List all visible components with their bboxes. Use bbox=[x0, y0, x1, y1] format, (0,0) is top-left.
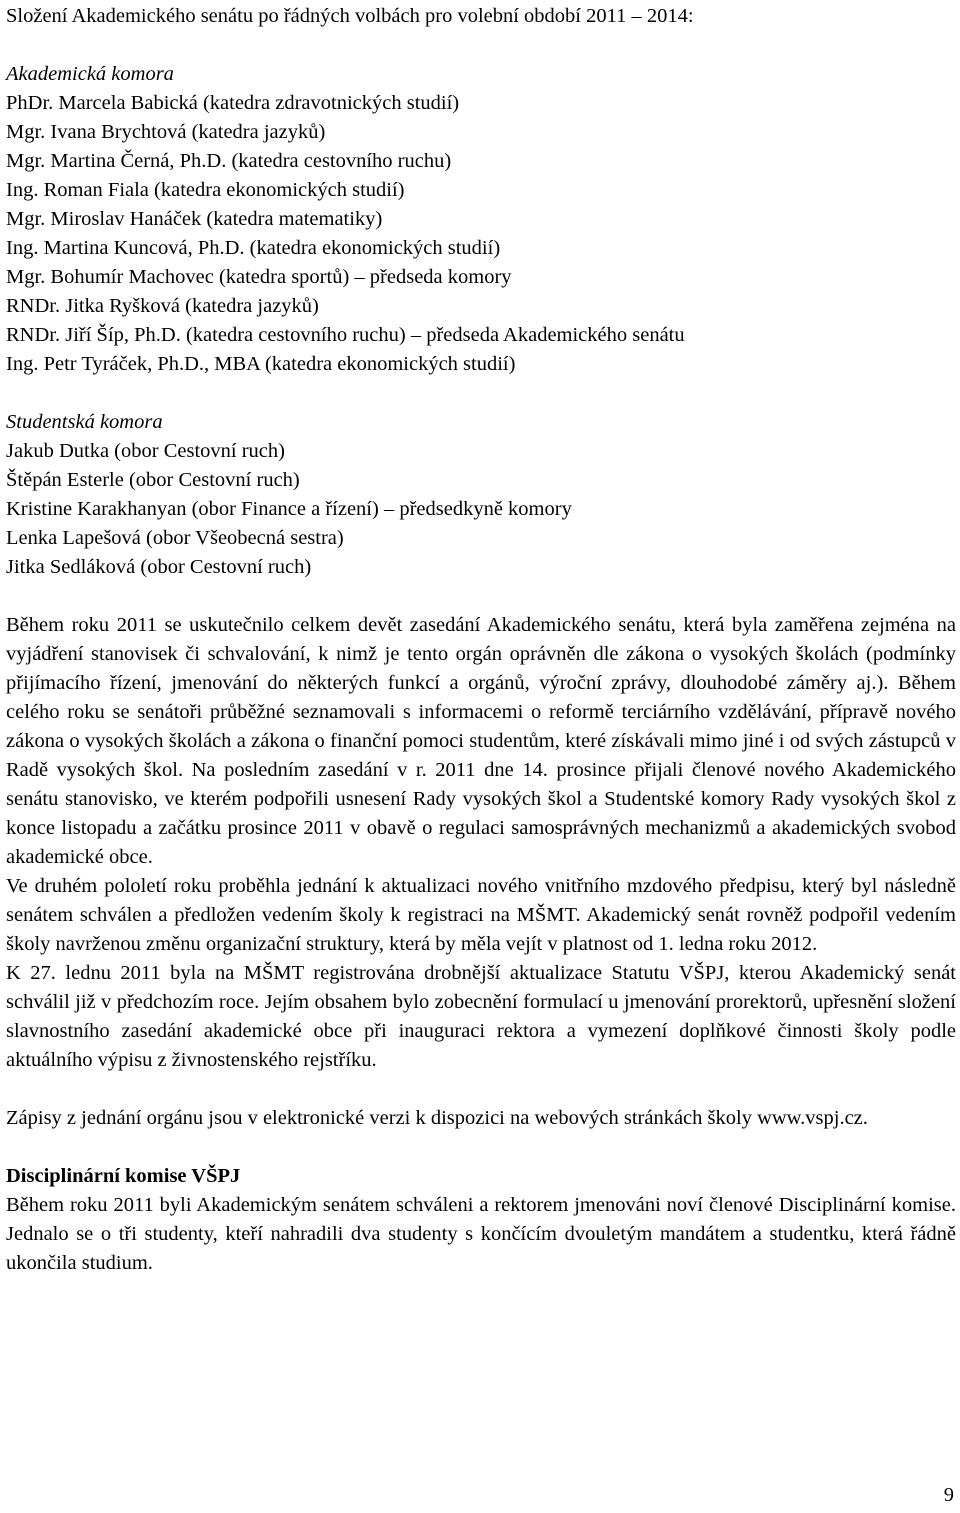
academic-member: Mgr. Bohumír Machovec (katedra sportů) – předseda komory bbox=[6, 266, 512, 288]
academic-member: RNDr. Jitka Ryšková (katedra jazyků) bbox=[6, 295, 319, 317]
student-chamber-title: Studentská komora bbox=[6, 411, 163, 433]
spacer bbox=[6, 31, 956, 60]
paragraph-wage-regulation: Ve druhém pololetí roku proběhla jednání k aktualizaci nového vnitřního mzdového předpisu, který byl následně senátem schválen a předložen vedením školy k registraci na MŠMT. Akademický senát rovněž podpořil vedením školy navrženou změnu organizační struktury, která by měla vejít v platnost od 1. ledna roku 2012. bbox=[6, 875, 956, 955]
paragraph-statute: K 27. lednu 2011 byla na MŠMT registrována drobnější aktualizace Statutu VŠPJ, kterou Akademický senát schválil již v předchozím roce. Jejím obsahem bylo zobecnění formulací u jmenování prorektorů, upřesnění složení slavnostního zasedání akademické obce při inauguraci rektora a vymezení doplňkové činnosti školy podle aktuálního výpisu z živnostenského rejstříku. bbox=[6, 962, 956, 1071]
academic-member: RNDr. Jiří Šíp, Ph.D. (katedra cestovního ruchu) – předseda Akademického senátu bbox=[6, 324, 685, 346]
student-member: Jakub Dutka (obor Cestovní ruch) bbox=[6, 440, 285, 462]
spacer bbox=[6, 1133, 956, 1162]
academic-chamber-title: Akademická komora bbox=[6, 63, 174, 85]
student-member: Štěpán Esterle (obor Cestovní ruch) bbox=[6, 469, 300, 491]
page-number: 9 bbox=[943, 1484, 954, 1506]
document-page bbox=[6, 0, 956, 1278]
section-heading: Složení Akademického senátu po řádných volbách pro volební období 2011 – 2014: bbox=[6, 5, 694, 27]
paragraph-sessions: Během roku 2011 se uskutečnilo celkem devět zasedání Akademického senátu, která byla zaměřena zejména na vyjádření stanovisek či schvalování, k nimž je tento orgán oprávněn dle zákona o vysokých školách (podmínky přijímacího řízení, jmenování do některých funkcí a orgánů, výroční zprávy, dlouhodobé záměry aj.). Během celého roku se senátoři průběžné seznamovali s informacemi o reformě terciárního vzdělávání, přípravě nového zákona o vysokých školách a zákona o finanční pomoci studentům, které získávali mimo jiné i od svých zástupců v Radě vysokých škol. Na posledním zasedání v r. 2011 dne 14. prosince přijali členové nového Akademického senátu stanovisko, ve kterém podpořili usnesení Rady vysokých škol a Studentské komory Rady vysokých škol z konce listopadu a začátku prosince 2011 v obavě o regulaci samosprávných mechanizmů a akademických svobod akademické obce. bbox=[6, 614, 956, 868]
academic-member: Ing. Martina Kuncová, Ph.D. (katedra ekonomických studií) bbox=[6, 237, 501, 259]
academic-member: Mgr. Miroslav Hanáček (katedra matematiky) bbox=[6, 208, 383, 230]
academic-member: Mgr. Ivana Brychtová (katedra jazyků) bbox=[6, 121, 326, 143]
student-member: Jitka Sedláková (obor Cestovní ruch) bbox=[6, 556, 312, 578]
spacer bbox=[6, 582, 956, 611]
student-member: Kristine Karakhanyan (obor Finance a řízení) – předsedkyně komory bbox=[6, 498, 572, 520]
academic-member: PhDr. Marcela Babická (katedra zdravotnických studií) bbox=[6, 92, 460, 114]
academic-member: Ing. Roman Fiala (katedra ekonomických studií) bbox=[6, 179, 405, 201]
academic-member: Ing. Petr Tyráček, Ph.D., MBA (katedra ekonomických studií) bbox=[6, 353, 516, 375]
paragraph-disciplinary: Během roku 2011 byli Akademickým senátem schváleni a rektorem jmenováni noví členové Disciplinární komise. Jednalo se o tři studenty, kteří nahradili dva studenty s končícím dvouletým mandátem a studentku, která řádně ukončila studium. bbox=[6, 1194, 956, 1274]
spacer bbox=[6, 379, 956, 408]
disciplinary-title: Disciplinární komise VŠPJ bbox=[6, 1165, 241, 1187]
student-member: Lenka Lapešová (obor Všeobecná sestra) bbox=[6, 527, 344, 549]
paragraph-minutes: Zápisy z jednání orgánu jsou v elektronické verzi k dispozici na webových stránkách školy www.vspj.cz. bbox=[6, 1107, 868, 1129]
academic-member: Mgr. Martina Černá, Ph.D. (katedra cestovního ruchu) bbox=[6, 150, 452, 172]
spacer bbox=[6, 1075, 956, 1104]
